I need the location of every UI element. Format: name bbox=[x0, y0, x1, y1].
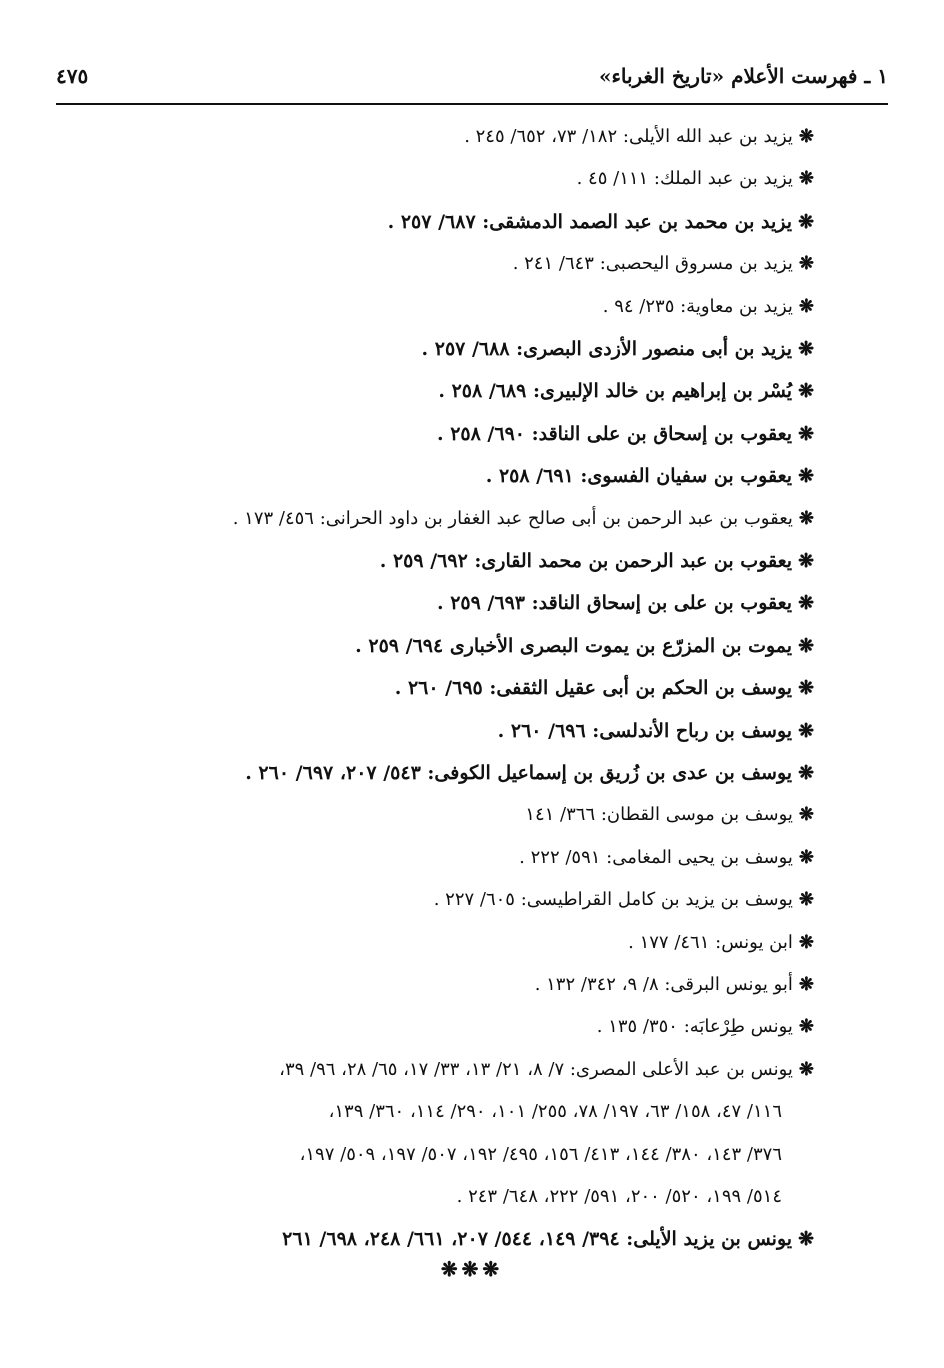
entry-bullet-icon: ❋ bbox=[798, 592, 814, 615]
entry-text: ٣٧٦/ ١٤٣، ٣٨٠/ ١٤٤، ٤١٣/ ١٥٦، ٤٩٥/ ١٩٢، ٥٠٧/ ١٩٧، ٥٠٩/ ١٩٧، bbox=[299, 1143, 782, 1165]
entry-text: يعقوب بن إسحاق بن على الناقد: ٦٩٠/ ٢٥٨ . bbox=[436, 422, 793, 445]
entry-text: يعقوب بن عبد الرحمن بن أبى صالح عبد الغفار بن داود الحرانى: ٤٥٦/ ١٧٣ . bbox=[232, 507, 793, 529]
entry-bullet-icon: ❋ bbox=[798, 338, 814, 360]
index-entry-continuation bbox=[56, 1134, 782, 1176]
index-entry bbox=[56, 879, 814, 921]
index-entry bbox=[56, 1049, 814, 1091]
entry-bullet-icon: ❋ bbox=[798, 126, 814, 147]
index-entry bbox=[56, 455, 814, 497]
entry-text: يزيد بن محمد بن عبد الصمد الدمشقى: ٦٨٧/ ٢٥٧ . bbox=[387, 210, 793, 233]
entry-text: ٥١٤/ ١٩٩، ٥٢٠/ ٢٠٠، ٥٩١/ ٢٢٢، ٦٤٨/ ٢٤٣ . bbox=[456, 1186, 782, 1207]
index-entry bbox=[56, 201, 814, 243]
entry-bullet-icon: ❋ bbox=[798, 507, 814, 529]
index-entry-continuation bbox=[56, 1091, 782, 1133]
page-number: ٤٧٥ bbox=[56, 64, 89, 88]
entry-bullet-icon: ❋ bbox=[798, 762, 814, 784]
entry-text: أبو يونس البرقى: ٨/ ٩، ٣٤٢/ ١٣٢ . bbox=[534, 974, 793, 995]
index-entry bbox=[56, 498, 814, 540]
entry-bullet-icon: ❋ bbox=[798, 889, 814, 911]
entry-bullet-icon: ❋ bbox=[798, 846, 814, 868]
entry-text: يوسف بن الحكم بن أبى عقيل الثقفى: ٦٩٥/ ٢٦٠ . bbox=[394, 677, 793, 700]
entry-bullet-icon: ❋ bbox=[798, 422, 814, 445]
index-entry bbox=[56, 837, 814, 879]
index-entry bbox=[56, 370, 814, 412]
entry-bullet-icon: ❋ bbox=[798, 804, 814, 826]
index-entry bbox=[56, 794, 814, 836]
entry-text: ابن يونس: ٤٦١/ ١٧٧ . bbox=[628, 931, 793, 953]
entry-bullet-icon: ❋ bbox=[798, 380, 814, 403]
entry-text: يونس طِرْعابَه: ٣٥٠/ ١٣٥ . bbox=[596, 1016, 793, 1038]
entry-bullet-icon: ❋ bbox=[798, 677, 814, 700]
entry-text: يُسْر بن إبراهيم بن خالد الإلبيرى: ٦٨٩/ ٢٥٨ . bbox=[438, 380, 793, 403]
entry-text: يعقوب بن عبد الرحمن بن محمد القارى: ٦٩٢/ ٢٥٩ . bbox=[379, 550, 793, 572]
entry-text: يموت بن المزرّع بن يموت البصرى الأخبارى ٦٩٤/ ٢٥٩ . bbox=[355, 634, 793, 657]
header-divider bbox=[56, 103, 888, 105]
entry-bullet-icon: ❋ bbox=[798, 1058, 814, 1080]
entry-text: يزيد بن معاوية: ٢٣٥/ ٩٤ . bbox=[602, 295, 793, 317]
index-entry bbox=[56, 710, 814, 752]
index-entry bbox=[56, 582, 814, 624]
entry-bullet-icon: ❋ bbox=[798, 253, 814, 275]
index-entry bbox=[56, 922, 814, 964]
entry-bullet-icon: ❋ bbox=[798, 719, 814, 742]
entry-text: يزيد بن مسروق اليحصبى: ٦٤٣/ ٢٤١ . bbox=[512, 253, 793, 275]
running-title: ١ ـ فهرست الأعلام «تاريخ الغرباء» bbox=[598, 64, 888, 88]
entry-bullet-icon: ❋ bbox=[798, 465, 814, 488]
entry-text: يزيد بن عبد الملك: ١١١/ ٤٥ . bbox=[576, 168, 793, 190]
entry-text: يعقوب بن سفيان الفسوى: ٦٩١/ ٢٥٨ . bbox=[485, 465, 793, 488]
entry-text: يعقوب بن على بن إسحاق الناقد: ٦٩٣/ ٢٥٩ . bbox=[436, 592, 793, 615]
entry-text: يوسف بن رباح الأندلسى: ٦٩٦/ ٢٦٠ . bbox=[497, 719, 793, 742]
index-entry bbox=[56, 540, 814, 582]
index-entry bbox=[56, 158, 814, 200]
entry-bullet-icon: ❋ bbox=[798, 931, 814, 953]
entry-bullet-icon: ❋ bbox=[798, 168, 814, 190]
entry-bullet-icon: ❋ bbox=[798, 550, 814, 572]
entry-bullet-icon: ❋ bbox=[798, 1228, 814, 1251]
entry-text: ١١٦/ ٤٧، ١٥٨/ ٦٣، ١٩٧/ ٧٨، ٢٥٥/ ١٠١، ٢٩٠/ ١١٤، ٣٦٠/ ١٣٩، bbox=[328, 1101, 782, 1123]
index-entry bbox=[56, 286, 814, 328]
entry-text: يونس بن عبد الأعلى المصرى: ٧/ ٨، ٢١/ ١٣، ٣٣/ ١٧، ٦٥/ ٢٨، ٩٦/ ٣٩، bbox=[279, 1058, 793, 1080]
entry-text: يزيد بن أبى منصور الأزدى البصرى: ٦٨٨/ ٢٥٧ . bbox=[421, 338, 793, 360]
entry-bullet-icon: ❋ bbox=[798, 634, 814, 657]
section-end-ornament: ❋❋❋ bbox=[440, 1257, 504, 1281]
index-entry bbox=[56, 116, 814, 158]
index-entry bbox=[56, 328, 814, 370]
index-entry bbox=[56, 1006, 814, 1048]
entry-bullet-icon: ❋ bbox=[798, 1016, 814, 1038]
entry-bullet-icon: ❋ bbox=[798, 210, 814, 233]
page-header bbox=[56, 56, 888, 96]
index-entry bbox=[56, 667, 814, 709]
index-entry bbox=[56, 752, 814, 794]
entry-bullet-icon: ❋ bbox=[798, 974, 814, 995]
index-entry bbox=[56, 243, 814, 285]
entry-text: يوسف بن يحيى المغامى: ٥٩١/ ٢٢٢ . bbox=[519, 846, 793, 868]
entry-text: يزيد بن عبد الله الأيلى: ١٨٢/ ٧٣، ٦٥٢/ ٢٤٥ . bbox=[464, 126, 793, 147]
entry-text: يونس بن يزيد الأيلى: ٣٩٤/ ١٤٩، ٥٤٤/ ٢٠٧، ٦٦١/ ٢٤٨، ٦٩٨/ ٢٦١ bbox=[282, 1228, 793, 1251]
entry-text: يوسف بن عدى بن زُريق بن إسماعيل الكوفى: ٥٤٣/ ٢٠٧، ٦٩٧/ ٢٦٠ . bbox=[245, 762, 793, 784]
index-entry bbox=[56, 964, 814, 1006]
entry-text: يوسف بن موسى القطان: ٣٦٦/ ١٤١ bbox=[525, 804, 793, 826]
entry-bullet-icon: ❋ bbox=[798, 295, 814, 317]
entry-text: يوسف بن يزيد بن كامل القراطيسى: ٦٠٥/ ٢٢٧ . bbox=[433, 889, 793, 911]
index-entry bbox=[56, 625, 814, 667]
index-entry-continuation bbox=[56, 1176, 782, 1218]
index-entry bbox=[56, 413, 814, 455]
